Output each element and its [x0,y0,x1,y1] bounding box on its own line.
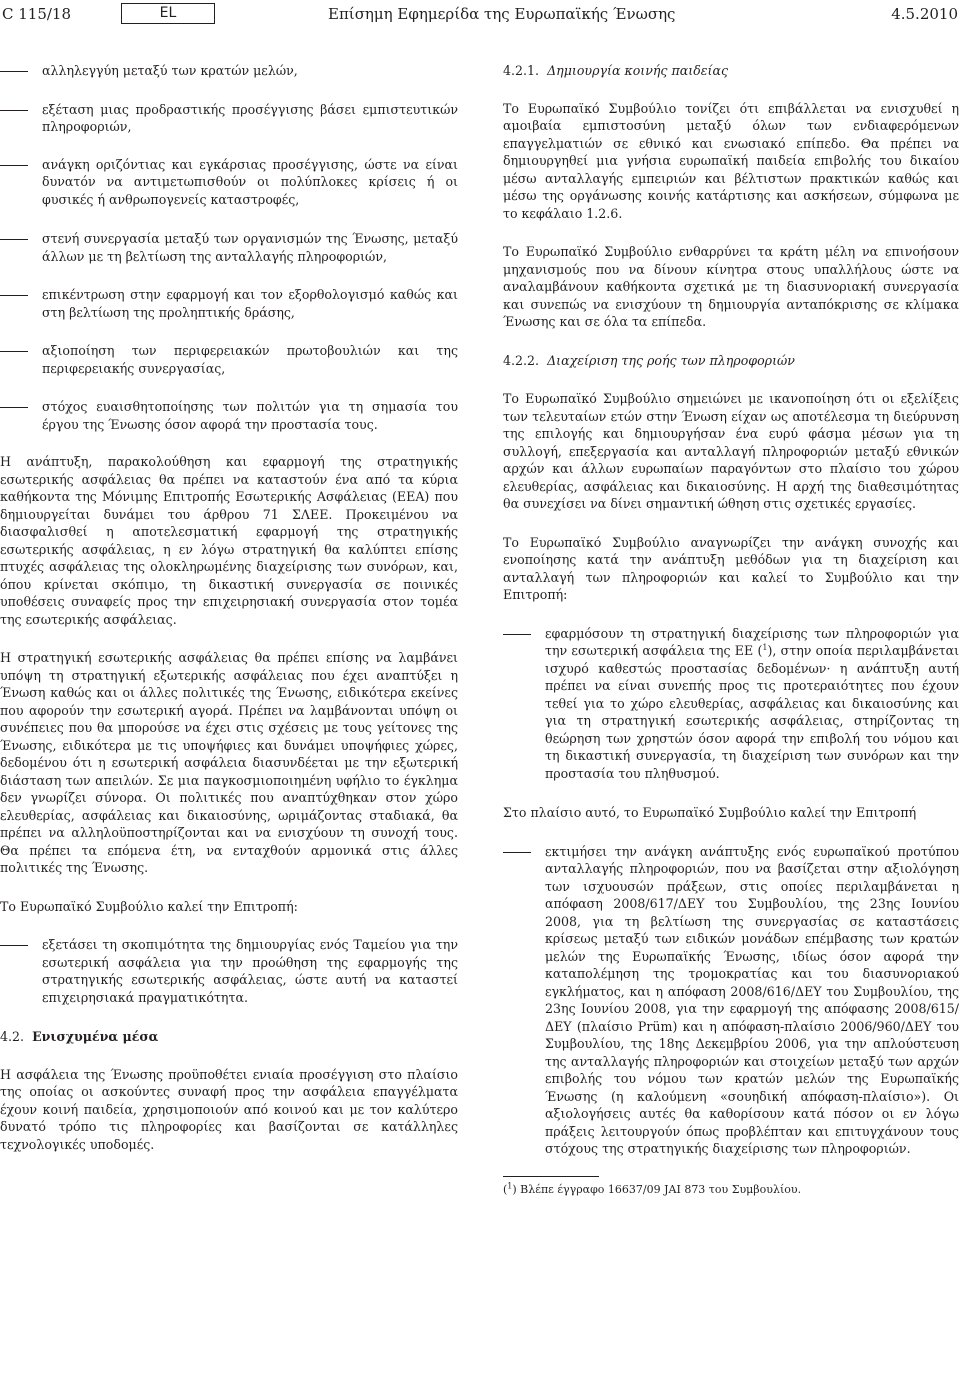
left-column [0,62,458,1153]
list-item: εξετάσει τη σκοπιμότητα της δημιουργίας ενός Ταμείου για την εσωτερική ασφάλεια για την προώθηση της εφαρμογής της στρατηγικής εσωτερικής ασφάλειας, ώστε αυτή να καταστεί επιχειρησιακά πραγματικότητα. [0,936,458,1006]
section-number: 4.2.1. [503,63,540,78]
list-item: επικέντρωση στην εφαρμογή και τον εξορθολογισμό καθώς και στη βελτίωση της προληπτικής δράσης, [0,286,458,321]
footnote-reference: 1 [762,642,768,652]
list-item: ανάγκη οριζόντιας και εγκάρσιας προσέγγισης, ώστε να είναι δυνατόν να αντιμετωπισθούν οι πολύπλοκες κρίσεις ή οι φυσικές ή ανθρωπογενείς καταστροφές, [0,156,458,209]
list-item: αξιοποίηση των περιφερειακών πρωτοβουλιών και της περιφερειακής συνεργασίας, [0,342,458,377]
paragraph: Το Ευρωπαϊκό Συμβούλιο καλεί την Επιτροπή: [0,898,298,914]
right-column [503,62,959,1197]
paragraph: Η στρατηγική εσωτερικής ασφάλειας θα πρέπει επίσης να λαμβάνει υπόψη τη στρατηγική εξωτερικής ασφάλειας που έχει αναπτύξει η Ένωση καθώς και οι άλλες πολιτικές της Ένωσης, ειδικότερα εκείνες που αφορούν την εσωτερική αγορά. Πρέπει να λαμβάνονται υπόψη οι συνέπειες που θα μπορούσε να έχει στις σχέσεις με τους γείτονες της Ένωσης, ειδικότερα με τις υποψήφιες και δυνάμει υποψήφιες χώρες, δεδομένου ότι η εσωτερική ασφάλεια διασυνδέεται με την εξωτερική διάσταση των απειλών. Σε μια παγκοσμιοποιημένη υφήλιο το έγκλημα δεν γνωρίζει σύνορα. Οι πολιτικές που αναπτύχθηκαν στον χώρο ελευθερίας, ασφάλειας και δικαιοσύνης, ωριμάζοντας σταδιακά, θα πρέπει να αλληλοϋποστηρίζονται και να ενισχύουν τη συνοχή τους. Θα πρέπει τα επόμενα έτη, να ενταχθούν αρμονικά στις άλλες πολιτικές της Ένωσης. [0,650,458,875]
dash-marker [0,165,28,166]
paragraph: Το Ευρωπαϊκό Συμβούλιο αναγνωρίζει την ανάγκη συνοχής και ενοποίησης κατά την ανάπτυξη μεθόδων για τη διαχείριση και ανταλλαγή των πληροφοριών και καλεί το Συμβούλιο και την Επιτροπή: [503,534,959,602]
publication-date: 4.5.2010 [891,5,958,23]
section-number: 4.2.2. [503,352,540,368]
dash-marker [503,634,531,635]
footnote: ($^1$) Βλέπε έγγραφο 16637/09 JAI 873 του Συμβουλίου. [503,1180,802,1196]
paragraph: Το Ευρωπαϊκό Συμβούλιο τονίζει ότι επιβάλλεται να ενισχυθεί η αμοιβαία εμπιστοσύνη μεταξύ όλων των ενδιαφερόμενων επαγγελματιών σε εθνικό και ενωσιακό επίπεδο. Θα πρέπει να δημιουργηθεί μια γνήσια ευρωπαϊκή παιδεία επιβολής του δικαίου μέσω ανταλλαγής εμπειριών και βέλτιστων πρακτικών καθώς και μέσω της οργάνωσης κοινής κατάρτισης και ασκήσεων, σύμφωνα με το κεφάλαιο 1.2.6. [503,100,959,221]
dash-marker [0,351,28,352]
dash-marker [0,295,28,296]
footnote-divider [503,1176,599,1177]
dash-marker [0,407,28,408]
paragraph: Στο πλαίσιο αυτό, το Ευρωπαϊκό Συμβούλιο καλεί την Επιτροπή [503,805,917,820]
dash-marker [0,945,28,946]
dash-marker [503,852,531,853]
section-heading [503,352,959,370]
series-reference: C 115/18 [2,5,72,23]
dash-marker [0,239,28,240]
section-heading [0,1028,458,1046]
section-number: 4.2. [0,1029,25,1044]
paragraph: Το Ευρωπαϊκό Συμβούλιο σημειώνει με ικανοποίηση ότι οι εξελίξεις των τελευταίων ετών στην Ένωση είχαν ως αποτέλεσμα τη διεύρυνση της επιλογής και δημιουργήσαν ένα ευρύ φάσμα μέσων για τη συλλογή, επεξεργασία και ανταλλαγή πληροφοριών μεταξύ εθνικών αρχών και άλλων ευρωπαίων παραγόντων στο πλαίσιο του χώρου ελευθερίας, ασφάλειας και δικαιοσύνης. Η αρχή της διαθεσιμότητας θα συνεχίσει να δίνει σημαντική ώθηση στις σχετικές εργασίες. [503,391,959,511]
section-title: Διαχείριση της ροής των πληροφοριών [547,352,795,368]
list-item: εφαρμόσουν τη στρατηγική διαχείρισης των πληροφοριών για την εσωτερική ασφάλεια της ΕΕ ($^1$), στην οποία περιλαμβάνεται ισχυρό καθεστώς προστασίας δεδομένων· η ανάπτυξη αυτή πρέπει να είναι συνεπής προς τις προτεραιότητες που έχουν τεθεί για το χώρο ελευθερίας, ασφάλειας και δικαιοσύνης και για τη στρατηγική εσωτερικής ασφάλειας, στηρίζοντας τη θεώρηση των χρηστών όσον αφορά την επιβολή του νόμου και τη δικαστική συνεργασία, τη διαχείριση των συνόρων και την προστασία του πληθυσμού. [503,625,959,783]
paragraph: Το Ευρωπαϊκό Συμβούλιο ενθαρρύνει τα κράτη μέλη να επινοήσουν μηχανισμούς που να δίνουν κίνητρα στους υπαλλήλους ώστε να αναλαμβάνουν καθήκοντα σχετικά με τη διασυνοριακή συνεργασία και συνεπώς να ενισχύουν τη δημιουργία ανταπόκρισης σε κλίμακα Ένωσης και σε όλα τα επίπεδα. [503,244,959,329]
page-header [0,0,960,40]
list-item: αλληλεγγύη μεταξύ των κρατών μελών, [0,62,458,80]
section-heading [503,62,959,80]
list-item: εκτιμήσει την ανάγκη ανάπτυξης ενός ευρωπαϊκού προτύπου ανταλλαγής πληροφοριών, που να βασίζεται στην αξιολόγηση των ισχυουσών πράξεων, στις οποίες περιλαμβάνεται η απόφαση 2008/617/ΔΕΥ του Συμβουλίου, της 23ης Ιουνίου 2008, για τη βελτίωση της συνεργασίας σε καταστάσεις κρίσεως μεταξύ των ειδικών μονάδων επέμβασης των κρατών μελών της Ευρωπαϊκής Ένωσης, ιδίως όσον αφορά την καταπολέμηση της τρομοκρατίας και του διασυνοριακού εγκλήματος, και η απόφαση 2008/616/ΔΕΥ του Συμβουλίου, της 23ης Ιουνίου 2008, για την εφαρμογή της απόφασης 2008/615/ΔΕΥ (πλαίσιο Prüm) και η απόφαση-πλαίσιο 2006/960/ΔΕΥ του Συμβουλίου, της 18ης Δεκεμβρίου 2006, για την απλούστευση της ανταλλαγής πληροφοριών και στοιχείων μεταξύ των αρχών επιβολής του νόμου των κρατών μελών της Ευρωπαϊκής Ένωσης (η καλούμενη «σουηδική απόφαση-πλαίσιο»). Οι αξιολογήσεις αυτές θα καθορίσουν κατά πόσον οι εν λόγω πράξεις λειτουργούν όπως προβλέπταν και επιτυγχάνουν τους στόχους της στρατηγικής διαχείρισης των πληροφοριών. [503,843,959,1158]
list-item: στενή συνεργασία μεταξύ των οργανισμών της Ένωσης, μεταξύ άλλων με τη βελτίωση της ανταλλαγής πληροφοριών, [0,230,458,265]
language-badge: EL [121,3,215,24]
dash-marker [0,71,28,72]
list-item: εξέταση μιας προδραστικής προσέγγισης βάσει εμπιστευτικών πληροφοριών, [0,101,458,136]
section-title: Ενισχυμένα μέσα [32,1029,159,1044]
dash-marker [0,110,28,111]
paragraph: Η ανάπτυξη, παρακολούθηση και εφαρμογή της στρατηγικής εσωτερικής ασφάλειας θα πρέπει να καταστούν ένα από τα κύρια καθήκοντα της Μόνιμης Επιτροπής Εσωτερικής Ασφάλειας (ΕΕΑ) που δημιουργείται δυνάμει του άρθρου 71 ΣΛΕΕ. Προκειμένου να διασφαλισθεί η αποτελεσματική εφαρμογή της στρατηγικής εσωτερικής ασφάλειας, η εν λόγω στρατηγική θα καλύπτει επίσης πτυχές ασφάλειας της ολοκληρωμένης διαχείρισης των συνόρων, και, όπου κρίνεται σκόπιμο, τη δικαστική συνεργασία σε ποινικές υποθέσεις συναφείς προς την επιχειρησιακή συνεργασία στον τομέα της εσωτερικής ασφάλειας. [0,454,458,627]
journal-title: Επίσημη Εφημερίδα της Ευρωπαϊκής Ένωσης [328,5,676,23]
list-item: στόχος ευαισθητοποίησης των πολιτών για τη σημασία του έργου της Ένωσης όσον αφορά την προστασία τους. [0,398,458,433]
paragraph: Η ασφάλεια της Ένωσης προϋποθέτει ενιαία προσέγγιση στο πλαίσιο της οποίας οι ασκούντες συναφή προς την ασφάλεια επαγγέλματα έχουν κοινή παιδεία, χρησιμοποιούν από κοινού και με τον καλύτερο δυνατό τρόπο τις πληροφορίες και βασίζονται σε κατάλληλες τεχνολογικές υποδομές. [0,1066,458,1152]
section-title: Δημιουργία κοινής παιδείας [547,63,729,78]
